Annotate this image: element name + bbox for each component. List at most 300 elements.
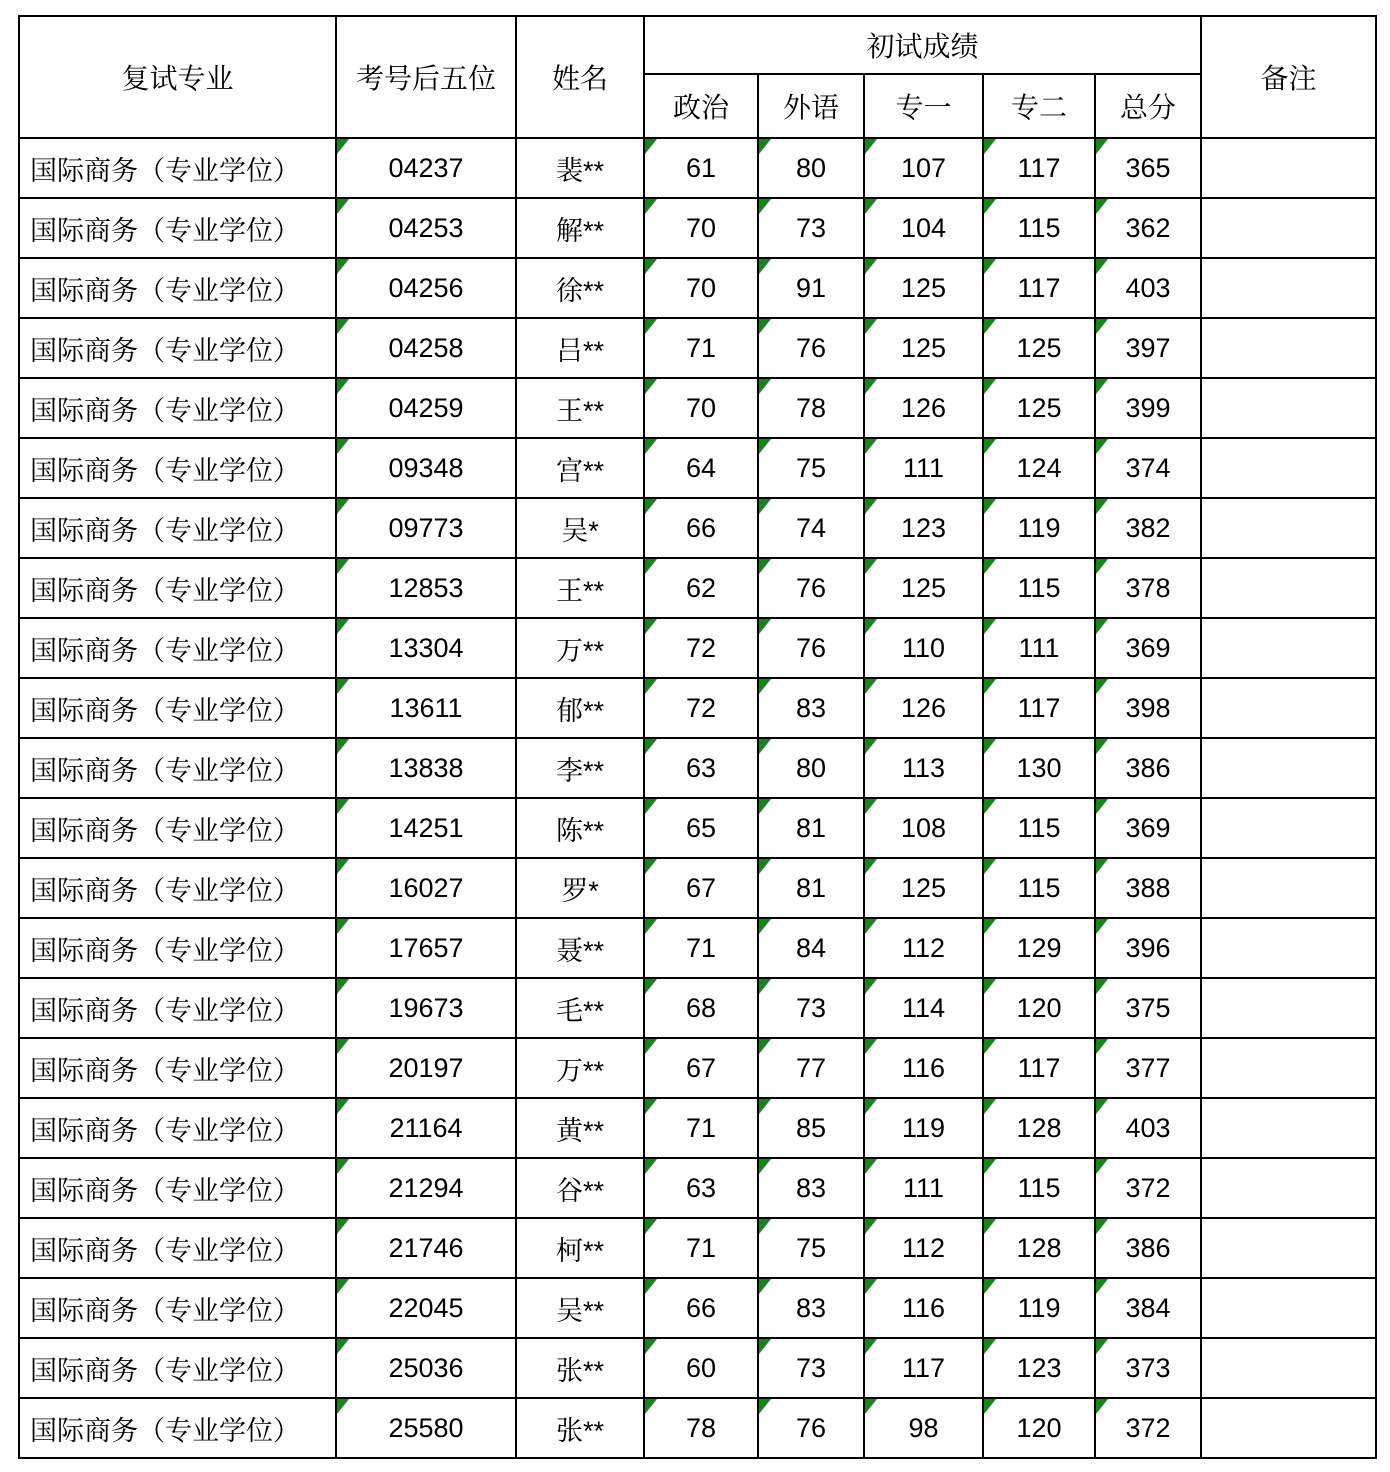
stored-as-text-indicator-icon [984, 379, 996, 394]
cell-text: 21294 [388, 1172, 464, 1203]
major1-cell [864, 858, 983, 918]
major2-cell [983, 1098, 1095, 1158]
cell-text: 21164 [389, 1112, 463, 1143]
stored-as-text-indicator-icon [645, 139, 657, 154]
remarks-cell [1201, 198, 1376, 258]
major-cell [19, 618, 336, 678]
cell-text: 378 [1125, 572, 1171, 603]
total-cell [1095, 558, 1201, 618]
major-cell [19, 858, 336, 918]
foreign-language-cell [758, 918, 864, 978]
exam-no-cell [336, 858, 516, 918]
cell-text: 柯** [555, 1235, 604, 1266]
stored-as-text-indicator-icon [337, 1099, 349, 1114]
major1-cell [864, 1038, 983, 1098]
exam-no-cell [336, 1338, 516, 1398]
cell-text: 120 [1016, 992, 1062, 1023]
stored-as-text-indicator-icon [865, 499, 877, 514]
cell-text: 77 [795, 1052, 827, 1083]
stored-as-text-indicator-icon [337, 439, 349, 454]
cell-text: 67 [685, 872, 717, 903]
major-cell [19, 1038, 336, 1098]
cell-text: 国际商务（专业学位） [30, 755, 300, 786]
total-cell [1095, 258, 1201, 318]
cell-text: 国际商务（专业学位） [30, 515, 300, 546]
major2-cell [983, 138, 1095, 198]
foreign-language-cell [758, 1158, 864, 1218]
stored-as-text-indicator-icon [759, 919, 771, 934]
stored-as-text-indicator-icon [759, 1159, 771, 1174]
cell-text: 375 [1125, 992, 1171, 1023]
stored-as-text-indicator-icon [865, 1099, 877, 1114]
politics-cell [644, 918, 758, 978]
stored-as-text-indicator-icon [759, 499, 771, 514]
remarks-cell [1201, 1038, 1376, 1098]
stored-as-text-indicator-icon [1096, 1099, 1108, 1114]
politics-cell [644, 318, 758, 378]
stored-as-text-indicator-icon [337, 379, 349, 394]
total-cell [1095, 738, 1201, 798]
cell-text: 384 [1125, 1292, 1171, 1323]
cell-text: 王** [555, 395, 604, 426]
cell-text: 16027 [388, 872, 464, 903]
stored-as-text-indicator-icon [984, 919, 996, 934]
remarks-cell [1201, 1218, 1376, 1278]
cell-text: 宫** [555, 455, 604, 486]
name-cell [516, 678, 644, 738]
major-cell [19, 438, 336, 498]
header-total: 总分 [1095, 74, 1201, 138]
cell-text: 国际商务（专业学位） [30, 455, 300, 486]
cell-text: 王** [555, 575, 604, 606]
major2-cell [983, 1278, 1095, 1338]
cell-text: 国际商务（专业学位） [30, 1235, 300, 1266]
cell-text: 73 [795, 212, 827, 243]
foreign-language-cell [758, 978, 864, 1038]
cell-text: 67 [685, 1052, 717, 1083]
stored-as-text-indicator-icon [865, 199, 877, 214]
exam-no-cell [336, 1278, 516, 1338]
cell-text: 85 [795, 1112, 827, 1143]
cell-text: 71 [685, 1232, 717, 1263]
remarks-cell [1201, 498, 1376, 558]
table-row [19, 1098, 1376, 1158]
stored-as-text-indicator-icon [759, 559, 771, 574]
cell-text: 128 [1016, 1112, 1062, 1143]
stored-as-text-indicator-icon [865, 1279, 877, 1294]
stored-as-text-indicator-icon [759, 679, 771, 694]
politics-cell [644, 1338, 758, 1398]
cell-text: 377 [1125, 1052, 1171, 1083]
total-cell [1095, 858, 1201, 918]
foreign-language-cell [758, 618, 864, 678]
stored-as-text-indicator-icon [759, 619, 771, 634]
cell-text: 125 [900, 332, 947, 363]
cell-text: 张** [555, 1355, 604, 1386]
stored-as-text-indicator-icon [645, 439, 657, 454]
cell-text: 115 [1017, 212, 1061, 243]
exam-no-cell [336, 378, 516, 438]
cell-text: 119 [1017, 1292, 1061, 1323]
cell-text: 108 [900, 812, 947, 843]
cell-text: 362 [1125, 212, 1171, 243]
stored-as-text-indicator-icon [1096, 379, 1108, 394]
major1-cell [864, 618, 983, 678]
remarks-cell [1201, 678, 1376, 738]
stored-as-text-indicator-icon [865, 439, 877, 454]
cell-text: 369 [1125, 812, 1171, 843]
remarks-cell [1201, 1098, 1376, 1158]
table-body [19, 138, 1376, 1458]
stored-as-text-indicator-icon [1096, 139, 1108, 154]
politics-cell [644, 1398, 758, 1458]
cell-text: 14251 [388, 812, 464, 843]
major1-cell [864, 798, 983, 858]
name-cell [516, 318, 644, 378]
politics-cell [644, 798, 758, 858]
cell-text: 国际商务（专业学位） [30, 575, 300, 606]
header-initial-scores: 初试成绩 [644, 16, 1201, 74]
politics-cell [644, 1098, 758, 1158]
table-row [19, 1038, 1376, 1098]
cell-text: 罗* [561, 875, 599, 906]
cell-text: 裴** [555, 155, 604, 186]
cell-text: 73 [795, 992, 827, 1023]
remarks-cell [1201, 618, 1376, 678]
stored-as-text-indicator-icon [337, 199, 349, 214]
stored-as-text-indicator-icon [865, 139, 877, 154]
table-row [19, 438, 1376, 498]
stored-as-text-indicator-icon [1096, 199, 1108, 214]
stored-as-text-indicator-icon [759, 1279, 771, 1294]
total-cell [1095, 438, 1201, 498]
stored-as-text-indicator-icon [645, 1339, 657, 1354]
stored-as-text-indicator-icon [984, 1279, 996, 1294]
politics-cell [644, 558, 758, 618]
stored-as-text-indicator-icon [645, 1219, 657, 1234]
exam-no-cell [336, 1158, 516, 1218]
cell-text: 80 [795, 152, 827, 183]
major-cell [19, 198, 336, 258]
header-remarks: 备注 [1201, 16, 1376, 138]
major2-cell [983, 978, 1095, 1038]
stored-as-text-indicator-icon [645, 559, 657, 574]
stored-as-text-indicator-icon [645, 979, 657, 994]
cell-text: 65 [685, 812, 717, 843]
cell-text: 78 [795, 392, 827, 423]
stored-as-text-indicator-icon [337, 1039, 349, 1054]
stored-as-text-indicator-icon [759, 799, 771, 814]
total-cell [1095, 378, 1201, 438]
cell-text: 22045 [388, 1292, 464, 1323]
exam-no-cell [336, 1218, 516, 1278]
stored-as-text-indicator-icon [645, 1159, 657, 1174]
major2-cell [983, 378, 1095, 438]
cell-text: 71 [685, 332, 717, 363]
cell-text: 国际商务（专业学位） [30, 1055, 300, 1086]
major1-cell [864, 978, 983, 1038]
cell-text: 117 [1017, 272, 1061, 303]
stored-as-text-indicator-icon [865, 1219, 877, 1234]
foreign-language-cell [758, 378, 864, 438]
remarks-cell [1201, 978, 1376, 1038]
stored-as-text-indicator-icon [984, 679, 996, 694]
cell-text: 陈** [555, 815, 604, 846]
exam-no-cell [336, 558, 516, 618]
stored-as-text-indicator-icon [984, 259, 996, 274]
cell-text: 13611 [389, 692, 463, 723]
total-cell [1095, 498, 1201, 558]
cell-text: 75 [795, 1232, 827, 1263]
politics-cell [644, 1218, 758, 1278]
stored-as-text-indicator-icon [645, 1399, 657, 1414]
politics-cell [644, 978, 758, 1038]
cell-text: 李** [555, 755, 604, 786]
exam-no-cell [336, 318, 516, 378]
cell-text: 91 [795, 272, 827, 303]
cell-text: 75 [795, 452, 827, 483]
major-cell [19, 1398, 336, 1458]
stored-as-text-indicator-icon [865, 259, 877, 274]
cell-text: 125 [1016, 392, 1062, 423]
name-cell [516, 858, 644, 918]
cell-text: 19673 [388, 992, 464, 1023]
cell-text: 111 [902, 1172, 945, 1203]
cell-text: 聂** [555, 935, 604, 966]
politics-cell [644, 138, 758, 198]
name-cell [516, 1218, 644, 1278]
table-row [19, 918, 1376, 978]
remarks-cell [1201, 1278, 1376, 1338]
remarks-cell [1201, 438, 1376, 498]
major1-cell [864, 498, 983, 558]
stored-as-text-indicator-icon [759, 859, 771, 874]
exam-no-cell [336, 438, 516, 498]
stored-as-text-indicator-icon [984, 1039, 996, 1054]
major1-cell [864, 318, 983, 378]
header-name: 姓名 [516, 16, 644, 138]
table-row [19, 558, 1376, 618]
cell-text: 21746 [388, 1232, 464, 1263]
stored-as-text-indicator-icon [645, 1279, 657, 1294]
cell-text: 74 [795, 512, 827, 543]
stored-as-text-indicator-icon [337, 1339, 349, 1354]
exam-no-cell [336, 978, 516, 1038]
cell-text: 123 [1016, 1352, 1062, 1383]
stored-as-text-indicator-icon [759, 979, 771, 994]
name-cell [516, 498, 644, 558]
cell-text: 国际商务（专业学位） [30, 935, 300, 966]
table-row [19, 258, 1376, 318]
cell-text: 119 [1017, 512, 1061, 543]
major2-cell [983, 1158, 1095, 1218]
cell-text: 12853 [388, 572, 464, 603]
cell-text: 125 [900, 872, 947, 903]
major-cell [19, 1098, 336, 1158]
major-cell [19, 258, 336, 318]
score-table [18, 15, 1377, 1459]
stored-as-text-indicator-icon [759, 1399, 771, 1414]
cell-text: 84 [795, 932, 827, 963]
major-cell [19, 1278, 336, 1338]
cell-text: 09773 [388, 512, 464, 543]
politics-cell [644, 438, 758, 498]
stored-as-text-indicator-icon [645, 679, 657, 694]
cell-text: 104 [900, 212, 947, 243]
major-cell [19, 378, 336, 438]
table-row [19, 678, 1376, 738]
total-cell [1095, 978, 1201, 1038]
stored-as-text-indicator-icon [984, 319, 996, 334]
major2-cell [983, 498, 1095, 558]
table-row [19, 138, 1376, 198]
politics-cell [644, 858, 758, 918]
name-cell [516, 1158, 644, 1218]
stored-as-text-indicator-icon [337, 739, 349, 754]
name-cell [516, 1038, 644, 1098]
stored-as-text-indicator-icon [984, 739, 996, 754]
name-cell [516, 558, 644, 618]
foreign-language-cell [758, 1278, 864, 1338]
cell-text: 130 [1016, 752, 1062, 783]
stored-as-text-indicator-icon [984, 499, 996, 514]
politics-cell [644, 198, 758, 258]
stored-as-text-indicator-icon [337, 919, 349, 934]
header-politics: 政治 [644, 74, 758, 138]
stored-as-text-indicator-icon [1096, 859, 1108, 874]
stored-as-text-indicator-icon [337, 559, 349, 574]
stored-as-text-indicator-icon [865, 1159, 877, 1174]
stored-as-text-indicator-icon [645, 379, 657, 394]
cell-text: 04253 [388, 212, 464, 243]
remarks-cell [1201, 1338, 1376, 1398]
major-cell [19, 678, 336, 738]
cell-text: 70 [685, 272, 717, 303]
cell-text: 国际商务（专业学位） [30, 1415, 300, 1446]
table-row [19, 378, 1376, 438]
cell-text: 403 [1125, 272, 1171, 303]
name-cell [516, 138, 644, 198]
cell-text: 115 [1017, 1172, 1061, 1203]
politics-cell [644, 1038, 758, 1098]
major-cell [19, 738, 336, 798]
cell-text: 117 [1017, 152, 1061, 183]
cell-text: 365 [1125, 152, 1171, 183]
total-cell [1095, 1098, 1201, 1158]
major2-cell [983, 918, 1095, 978]
foreign-language-cell [758, 1218, 864, 1278]
major2-cell [983, 738, 1095, 798]
cell-text: 111 [1018, 632, 1060, 663]
cell-text: 国际商务（专业学位） [30, 395, 300, 426]
remarks-cell [1201, 318, 1376, 378]
cell-text: 372 [1125, 1412, 1171, 1443]
cell-text: 71 [685, 1112, 717, 1143]
exam-no-cell [336, 1398, 516, 1458]
remarks-cell [1201, 918, 1376, 978]
cell-text: 369 [1125, 632, 1171, 663]
cell-text: 80 [795, 752, 827, 783]
total-cell [1095, 1038, 1201, 1098]
cell-text: 83 [795, 1292, 827, 1323]
stored-as-text-indicator-icon [865, 739, 877, 754]
name-cell [516, 1398, 644, 1458]
table-row [19, 798, 1376, 858]
cell-text: 17657 [388, 932, 464, 963]
stored-as-text-indicator-icon [984, 559, 996, 574]
stored-as-text-indicator-icon [1096, 979, 1108, 994]
cell-text: 398 [1125, 692, 1171, 723]
stored-as-text-indicator-icon [337, 1159, 349, 1174]
stored-as-text-indicator-icon [337, 619, 349, 634]
total-cell [1095, 798, 1201, 858]
major1-cell [864, 438, 983, 498]
table-row [19, 978, 1376, 1038]
cell-text: 13838 [388, 752, 464, 783]
cell-text: 372 [1125, 1172, 1171, 1203]
major1-cell [864, 738, 983, 798]
remarks-cell [1201, 738, 1376, 798]
major2-cell [983, 198, 1095, 258]
major1-cell [864, 258, 983, 318]
major2-cell [983, 858, 1095, 918]
major2-cell [983, 438, 1095, 498]
stored-as-text-indicator-icon [1096, 1399, 1108, 1414]
stored-as-text-indicator-icon [337, 859, 349, 874]
table-row [19, 198, 1376, 258]
name-cell [516, 738, 644, 798]
cell-text: 70 [685, 212, 717, 243]
cell-text: 117 [1017, 692, 1061, 723]
remarks-cell [1201, 138, 1376, 198]
header-major1: 专一 [864, 74, 983, 138]
header-exam-no: 考号后五位 [336, 16, 516, 138]
cell-text: 吴* [561, 515, 599, 546]
stored-as-text-indicator-icon [984, 859, 996, 874]
cell-text: 62 [685, 572, 717, 603]
politics-cell [644, 738, 758, 798]
name-cell [516, 438, 644, 498]
stored-as-text-indicator-icon [337, 139, 349, 154]
cell-text: 110 [901, 632, 946, 663]
stored-as-text-indicator-icon [1096, 499, 1108, 514]
stored-as-text-indicator-icon [337, 259, 349, 274]
stored-as-text-indicator-icon [1096, 319, 1108, 334]
cell-text: 13304 [388, 632, 464, 663]
stored-as-text-indicator-icon [865, 319, 877, 334]
cell-text: 04237 [388, 152, 464, 183]
cell-text: 374 [1125, 452, 1171, 483]
cell-text: 国际商务（专业学位） [30, 875, 300, 906]
major-cell [19, 918, 336, 978]
stored-as-text-indicator-icon [865, 859, 877, 874]
major-cell [19, 798, 336, 858]
cell-text: 国际商务（专业学位） [30, 815, 300, 846]
stored-as-text-indicator-icon [865, 1039, 877, 1054]
foreign-language-cell [758, 318, 864, 378]
foreign-language-cell [758, 1338, 864, 1398]
major1-cell [864, 558, 983, 618]
name-cell [516, 618, 644, 678]
cell-text: 郁** [555, 695, 604, 726]
cell-text: 98 [908, 1412, 939, 1443]
stored-as-text-indicator-icon [337, 1219, 349, 1234]
cell-text: 毛** [555, 995, 604, 1026]
cell-text: 72 [685, 692, 717, 723]
exam-no-cell [336, 738, 516, 798]
major2-cell [983, 1038, 1095, 1098]
exam-no-cell [336, 1098, 516, 1158]
